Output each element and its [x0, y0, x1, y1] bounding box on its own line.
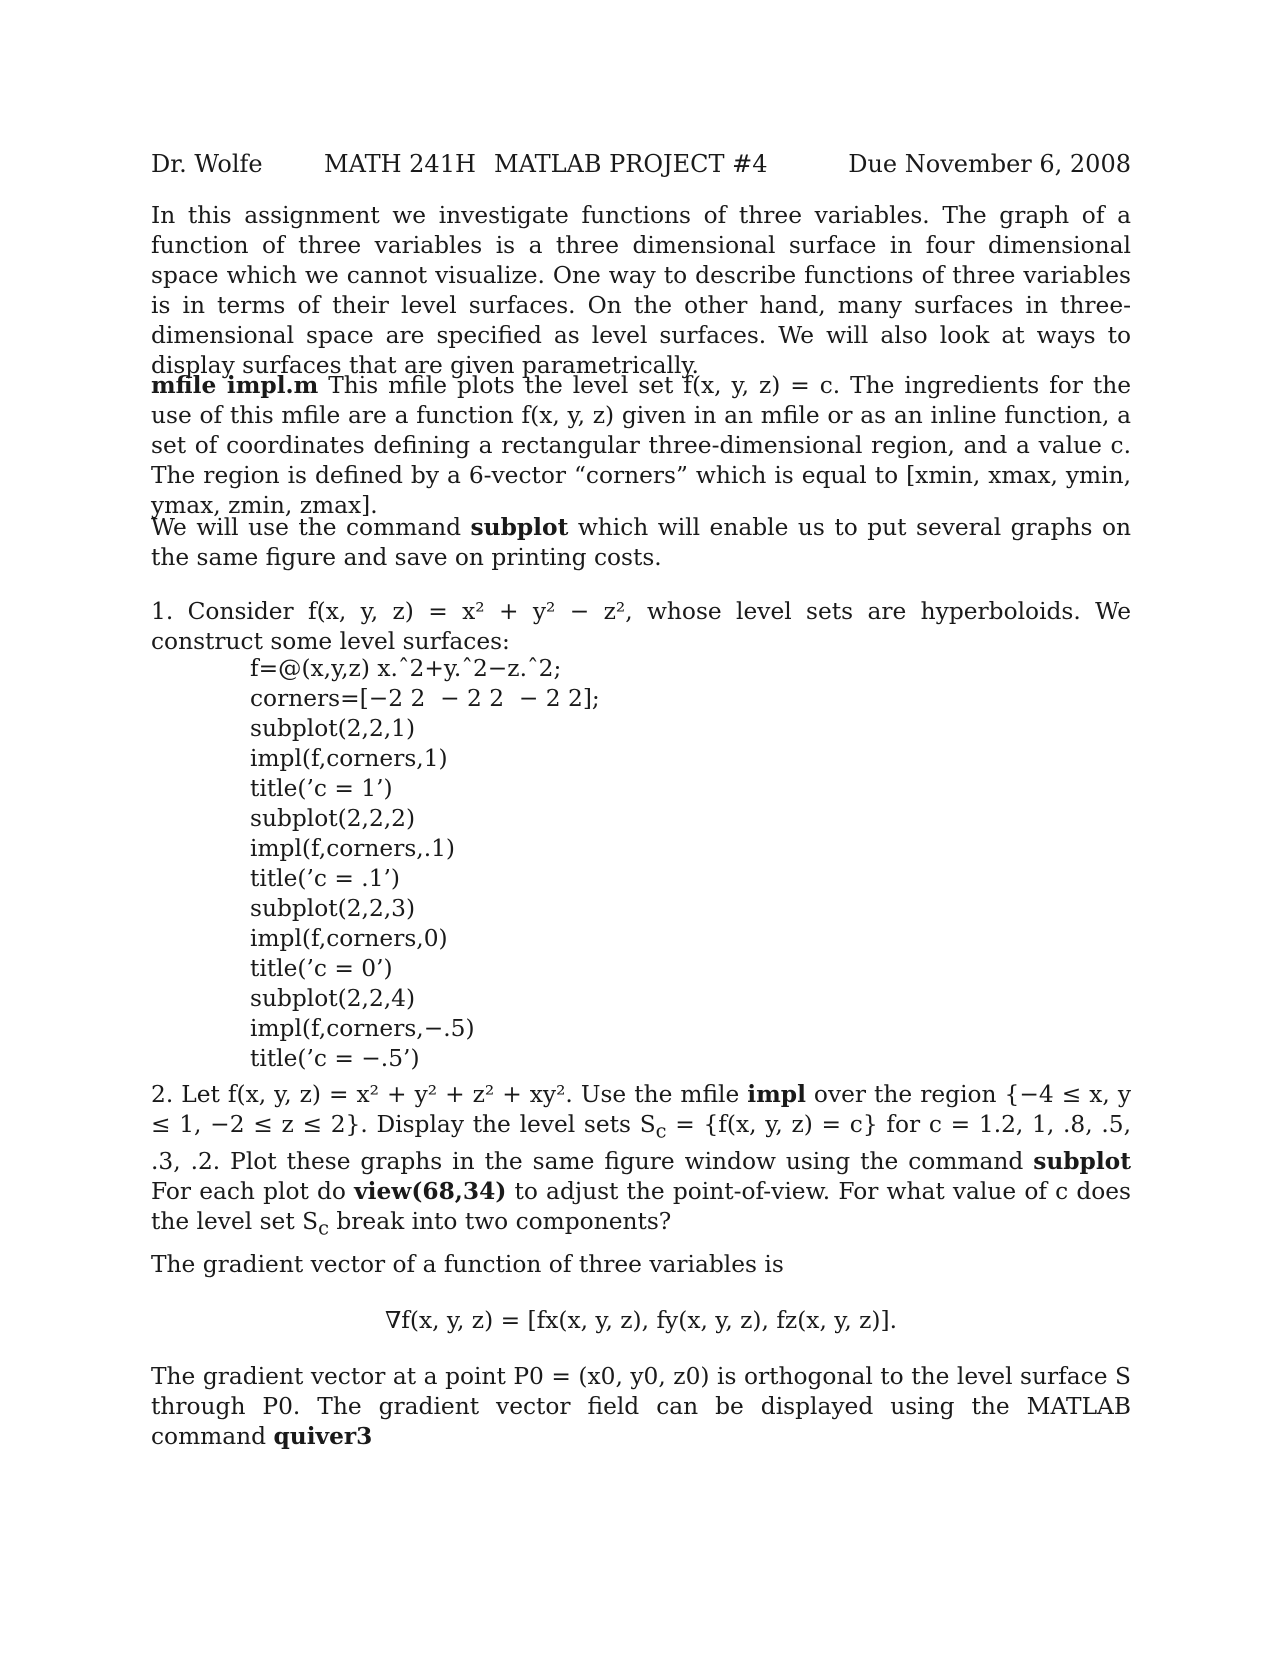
- gradient-text: The gradient vector at a point P0 = (x0, y0, z0) is orthogonal to the level surface S through P0. The gradient vector field can be displayed using the MATLAB command: [151, 1363, 1131, 1450]
- code-line: f=@(x,y,z) x.ˆ2+y.ˆ2−z.ˆ2;: [250, 655, 562, 682]
- mfile-paragraph: [151, 371, 1131, 521]
- subscript: c: [655, 1119, 667, 1143]
- quiver3-command: quiver3: [273, 1423, 373, 1450]
- q2-text: 2. Let f(x, y, z) = x² + y² + z² + xy². Use the mfile: [151, 1081, 748, 1108]
- code-line: corners=[−2 2 − 2 2 − 2 2];: [250, 685, 600, 712]
- subscript: c: [318, 1216, 329, 1240]
- intro-paragraph: In this assignment we investigate functions of three variables. The graph of a function of three variables is a three dimensional surface in four dimensional space which we cannot visualize. One way to describe functions of three variables is in terms of their level surfaces. On the other hand, many surfaces in three-dimensional space are specified as level surfaces. We will also look at ways to display surfaces that are given parametrically.: [151, 202, 1131, 379]
- gradient-formula: ∇f(x, y, z) = [fx(x, y, z), fy(x, y, z), fz(x, y, z)].: [385, 1307, 897, 1334]
- code-line: title(’c = .1’): [250, 865, 401, 892]
- subplot-command: subplot: [470, 514, 569, 541]
- code-line: subplot(2,2,1): [250, 715, 416, 742]
- due-date: Due November 6, 2008: [848, 150, 1131, 178]
- gradient-paragraph: [151, 1362, 1131, 1452]
- q2-text: over the region {−4 ≤ x, y ≤ 1, −2 ≤ z ≤ 2}. Display the level sets S: [151, 1081, 1131, 1138]
- mfile-text: This mfile plots the level set f(x, y, z) = c. The ingredients for the use of this mfile are a function f(x, y, z) given in an mfile or as an inline function, a set of coordinates defining a rectangular three-dimensional region, and a value c. The region is defined by a 6-vector “corners” which is equal to [xmin, xmax, ymin, ymax, zmin, zmax].: [151, 372, 1131, 519]
- mfile-heading: mfile impl.m: [151, 372, 319, 399]
- code-line: title(’c = −.5’): [250, 1045, 420, 1072]
- question-2: [151, 1080, 1131, 1243]
- subplot-command: subplot: [1033, 1147, 1131, 1175]
- impl-command: impl: [747, 1081, 806, 1108]
- code-line: title(’c = 0’): [250, 955, 393, 982]
- question-1: 1. Consider f(x, y, z) = x² + y² − z², whose level sets are hyperboloids. We construct some level surfaces:: [151, 598, 1131, 655]
- header: [151, 150, 1131, 184]
- gradient-intro: The gradient vector of a function of three variables is: [151, 1251, 784, 1278]
- q2-text: break into two components?: [328, 1207, 672, 1235]
- subplot-text-before: We will use the command: [151, 514, 471, 541]
- code-line: impl(f,corners,−.5): [250, 1015, 475, 1042]
- course: MATH 241H: [324, 150, 476, 178]
- code-line: title(’c = 1’): [250, 775, 393, 802]
- code-line: impl(f,corners,1): [250, 745, 448, 772]
- q2-text: = {f(x, y, z) = c} for c = 1.2, 1, .8, .5, .3, .2. Plot these graphs in the same figure window using the command: [151, 1111, 1131, 1175]
- project-title: MATLAB PROJECT #4: [494, 150, 768, 178]
- code-line: subplot(2,2,3): [250, 895, 416, 922]
- code-line: subplot(2,2,2): [250, 805, 416, 832]
- subplot-paragraph: [151, 513, 1131, 573]
- code-block: [250, 654, 600, 1074]
- author: Dr. Wolfe: [151, 150, 263, 178]
- code-line: impl(f,corners,0): [250, 925, 448, 952]
- view-command: view(68,34): [354, 1177, 507, 1205]
- q2-text: to adjust the point-of-view. For what value of c does the level set S: [151, 1177, 1131, 1235]
- code-line: subplot(2,2,4): [250, 985, 416, 1012]
- q2-text: For each plot do: [151, 1177, 355, 1205]
- code-line: impl(f,corners,.1): [250, 835, 456, 862]
- subplot-text-after: which will enable us to put several graphs on the same figure and save on printing costs.: [151, 514, 1131, 571]
